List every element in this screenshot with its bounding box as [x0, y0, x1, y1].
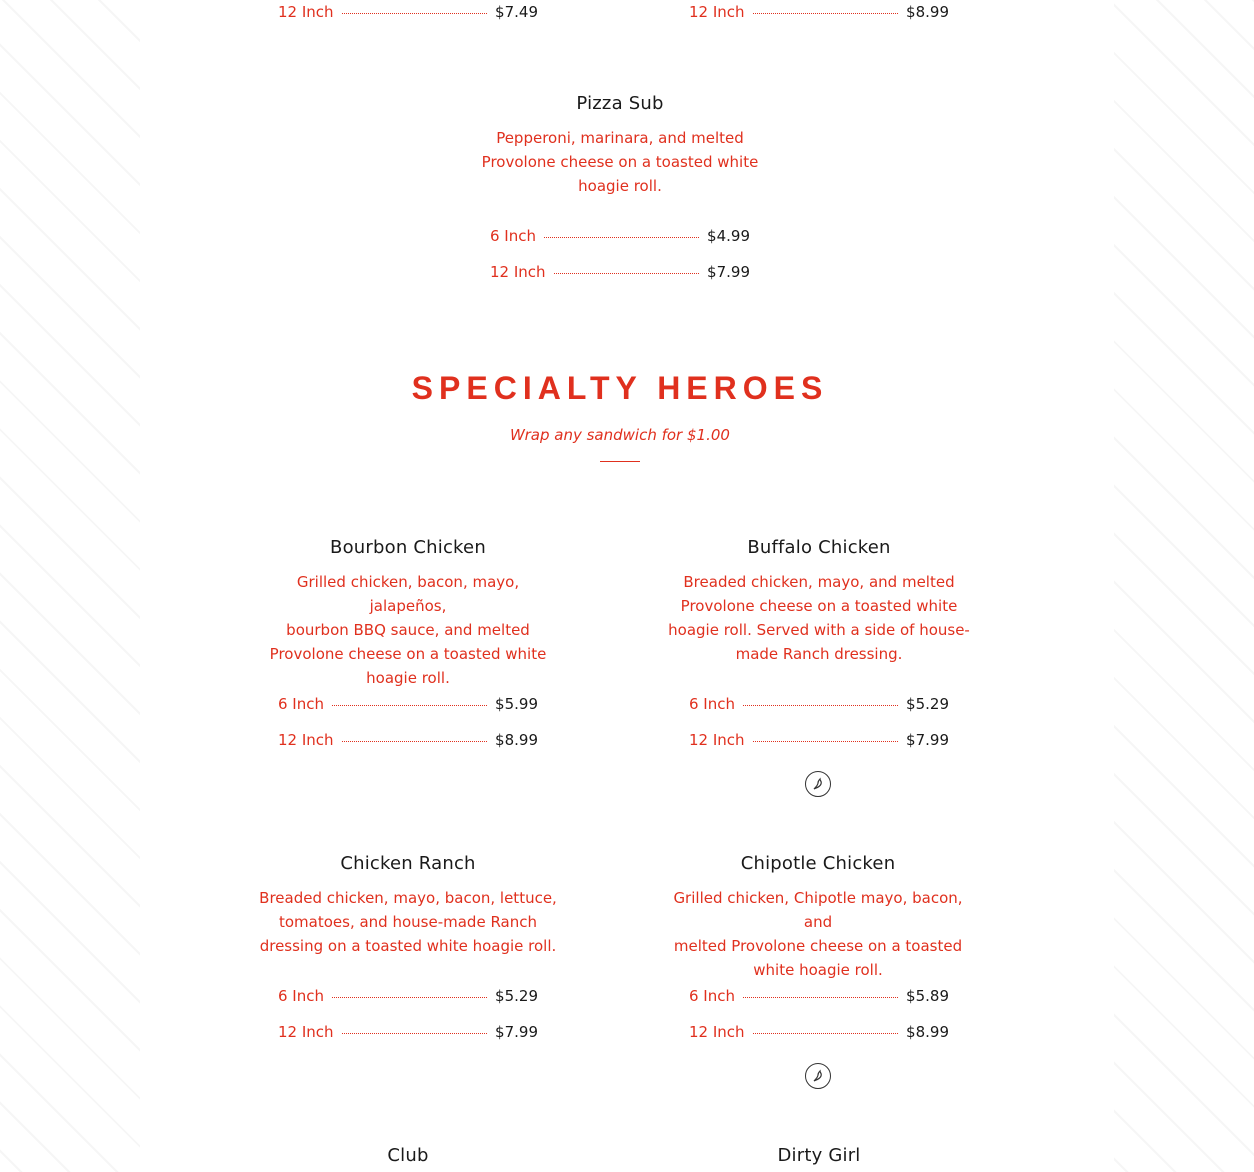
item-title: Pizza Sub	[576, 93, 664, 114]
menu-item-buffalo-chicken	[664, 537, 974, 666]
menu-item-chipotle-chicken	[658, 853, 978, 982]
menu-item-club	[258, 1145, 558, 1166]
description-line: Provolone cheese on a toasted white	[269, 645, 547, 663]
description-line: bourbon BBQ sauce, and melted	[286, 621, 530, 639]
price-row	[490, 263, 750, 285]
size-label: 6 Inch	[689, 695, 735, 713]
leader-dots	[332, 996, 487, 998]
menu-item-bourbon-chicken	[258, 537, 558, 690]
size-label: 6 Inch	[490, 227, 536, 245]
price-value: $7.49	[495, 3, 538, 21]
price-row	[689, 731, 949, 753]
description-line: hoagie roll.	[578, 177, 662, 195]
leader-dots	[342, 1032, 488, 1034]
price-value: $7.99	[495, 1023, 538, 1041]
leader-dots	[342, 12, 488, 14]
price-value: $8.99	[906, 1023, 949, 1041]
item-title: Club	[387, 1145, 429, 1166]
price-row	[689, 695, 949, 717]
price-value: $5.29	[495, 987, 538, 1005]
leader-dots	[332, 704, 487, 706]
leader-dots	[743, 996, 898, 998]
size-label: 12 Inch	[278, 731, 334, 749]
size-label: 12 Inch	[689, 3, 745, 21]
leader-dots	[753, 740, 899, 742]
description-line: Grilled chicken, bacon, mayo, jalapeños,	[296, 573, 520, 615]
price-row	[689, 987, 949, 1009]
price-value: $7.99	[906, 731, 949, 749]
section-heading: SPECIALTY HEROES	[411, 370, 829, 406]
price-value: $5.99	[495, 695, 538, 713]
item-description	[658, 886, 978, 982]
leader-dots	[342, 740, 488, 742]
description-line: Pepperoni, marinara, and melted	[496, 129, 744, 147]
size-label: 12 Inch	[689, 1023, 745, 1041]
chili-pepper-icon	[805, 1063, 831, 1089]
menu-item-chicken-ranch	[258, 853, 558, 958]
leader-dots	[544, 236, 699, 238]
description-line: Provolone cheese on a toasted white	[481, 153, 759, 171]
item-title: Buffalo Chicken	[747, 537, 891, 558]
price-row	[490, 227, 750, 249]
size-label: 12 Inch	[689, 731, 745, 749]
price-row	[278, 695, 538, 717]
item-description	[470, 126, 770, 198]
section-divider	[600, 461, 640, 462]
description-line: Breaded chicken, mayo, bacon, lettuce,	[259, 889, 557, 907]
item-title: Bourbon Chicken	[330, 537, 486, 558]
price-value: $4.99	[707, 227, 750, 245]
size-label: 12 Inch	[278, 3, 334, 21]
price-row	[689, 1023, 949, 1045]
item-title: Chipotle Chicken	[740, 853, 896, 874]
price-value: $7.99	[707, 263, 750, 281]
menu-item-pizza-sub	[470, 93, 770, 198]
price-value: $8.99	[495, 731, 538, 749]
price-row	[278, 731, 538, 753]
chili-pepper-icon-graphic	[811, 1069, 825, 1083]
leader-dots	[753, 12, 899, 14]
description-line: Breaded chicken, mayo, and melted	[683, 573, 955, 591]
description-line: made Ranch dressing.	[735, 645, 903, 663]
chili-pepper-icon	[805, 771, 831, 797]
price-value: $5.89	[906, 987, 949, 1005]
description-line: Grilled chicken, Chipotle mayo, bacon, and	[673, 889, 963, 931]
section-subtitle: Wrap any sandwich for $1.00	[510, 426, 730, 444]
menu-item-dirty-girl	[669, 1145, 969, 1166]
leader-dots	[753, 1032, 899, 1034]
item-title: Dirty Girl	[777, 1145, 861, 1166]
description-line: hoagie roll. Served with a side of house-	[668, 621, 970, 639]
item-title: Chicken Ranch	[340, 853, 476, 874]
size-label: 12 Inch	[278, 1023, 334, 1041]
item-description	[258, 570, 558, 690]
price-row	[278, 1023, 538, 1045]
description-line: white hoagie roll.	[753, 961, 883, 979]
chili-pepper-icon-graphic	[811, 777, 825, 791]
item-description	[664, 570, 974, 666]
price-row	[278, 987, 538, 1009]
description-line: hoagie roll.	[366, 669, 450, 687]
price-value: $5.29	[906, 695, 949, 713]
price-value: $8.99	[906, 3, 949, 21]
leader-dots	[743, 704, 898, 706]
price-row	[278, 3, 538, 25]
description-line: melted Provolone cheese on a toasted	[673, 937, 963, 955]
price-row	[689, 3, 949, 25]
description-line: tomatoes, and house-made Ranch	[278, 913, 537, 931]
leader-dots	[554, 272, 700, 274]
description-line: Provolone cheese on a toasted white	[680, 597, 958, 615]
description-line: dressing on a toasted white hoagie roll.	[259, 937, 557, 955]
size-label: 6 Inch	[278, 695, 324, 713]
size-label: 12 Inch	[490, 263, 546, 281]
size-label: 6 Inch	[278, 987, 324, 1005]
size-label: 6 Inch	[689, 987, 735, 1005]
item-description	[258, 886, 558, 958]
